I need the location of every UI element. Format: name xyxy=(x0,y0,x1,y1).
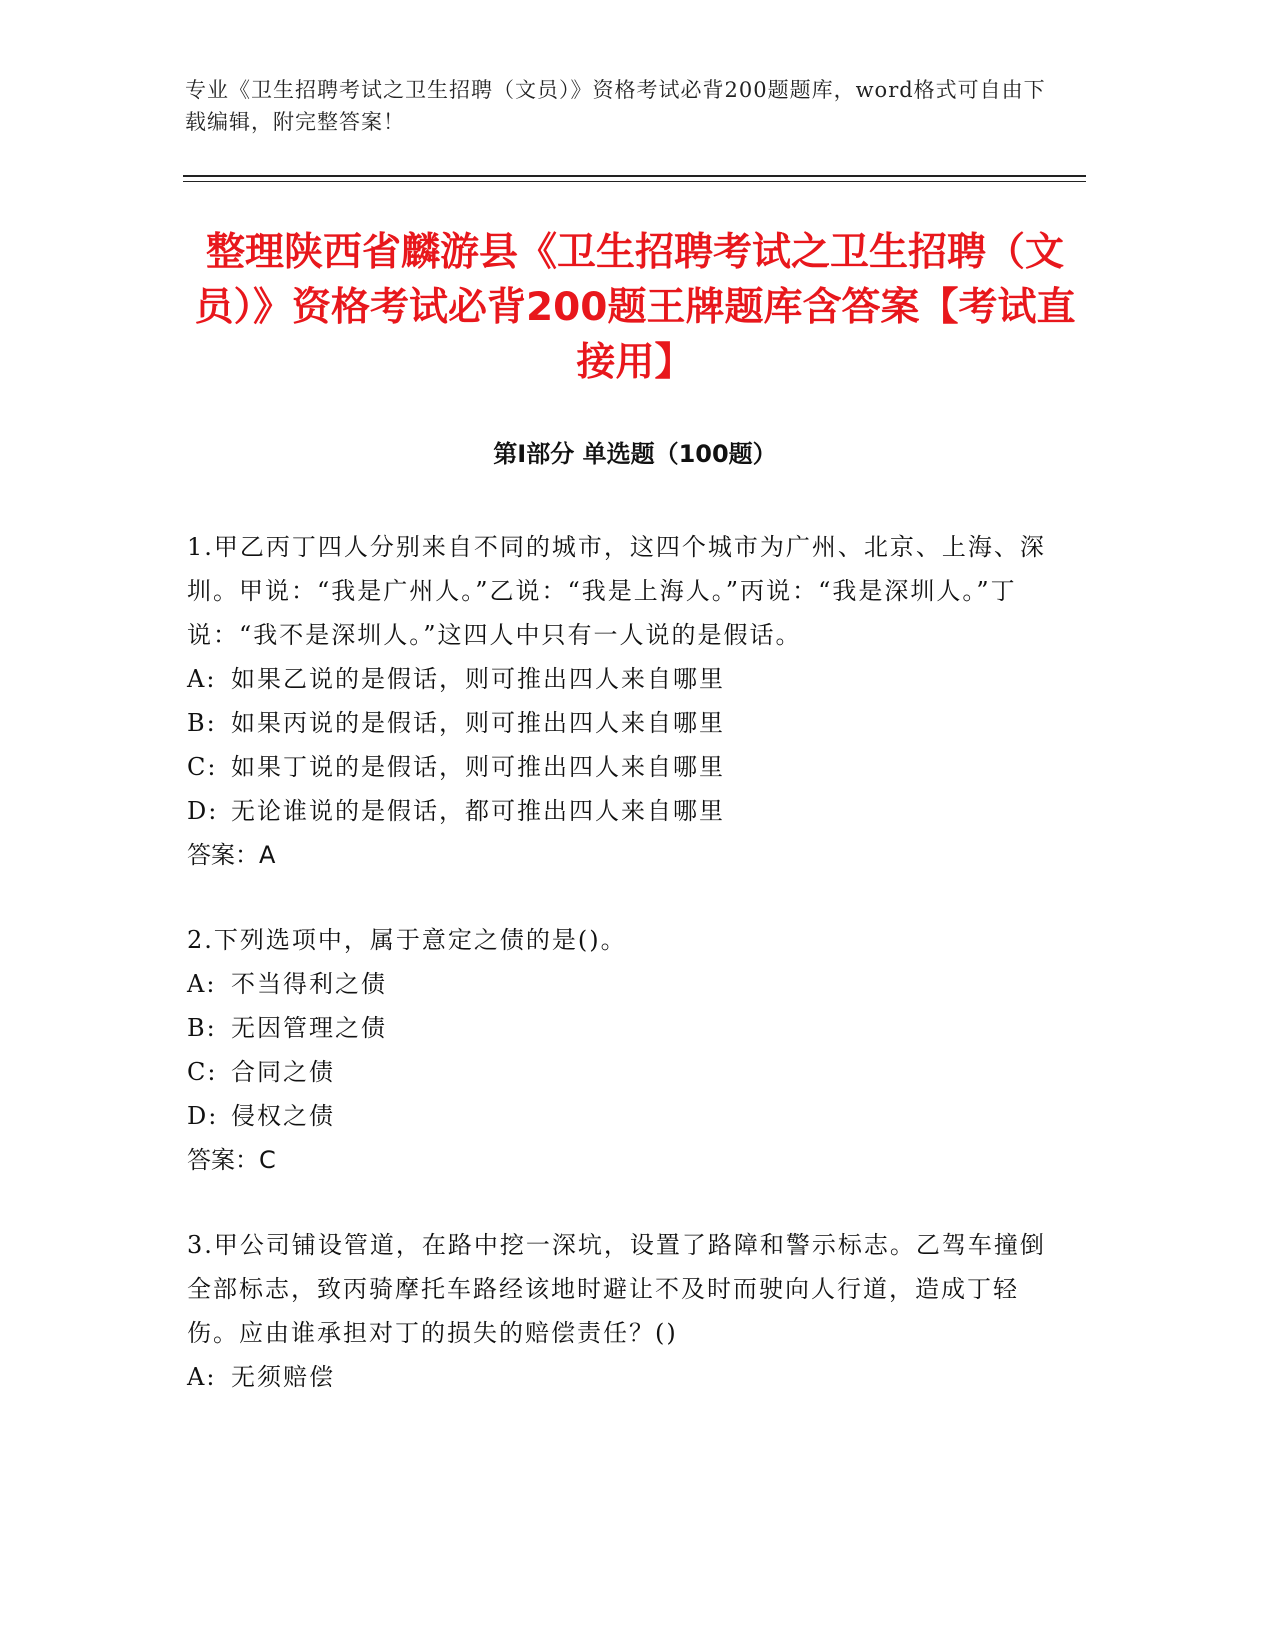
option-letter: B: xyxy=(187,709,217,737)
answer-line: 答案：A xyxy=(187,841,276,869)
question-text: 2.下列选项中，属于意定之债的是()。 xyxy=(187,926,627,954)
option-text: 如果丁说的是假话，则可推出四人来自哪里 xyxy=(231,753,725,781)
option-text: 无须赔偿 xyxy=(231,1363,335,1391)
option-b xyxy=(187,701,1067,745)
question-text: 3.甲公司铺设管道，在路中挖一深坑，设置了路障和警示标志。乙驾车撞倒全部标志，致丙骑摩托车路经该地时避让不及时而驶向人行道，造成丁轻伤。应由谁承担对丁的损失的赔偿责任？() xyxy=(187,1231,1046,1347)
question-text: 1.甲乙丙丁四人分别来自不同的城市，这四个城市为广州、北京、上海、深圳。甲说：“我是广州人。”乙说：“我是上海人。”丙说：“我是深圳人。”丁说：“我不是深圳人。”这四人中只有一人说的是假话。 xyxy=(187,533,1046,649)
option-c xyxy=(187,745,1067,789)
answer-line: 答案：C xyxy=(187,1146,276,1174)
option-text: 如果丙说的是假话，则可推出四人来自哪里 xyxy=(231,709,725,737)
question-list xyxy=(187,525,1067,1440)
section-title: 第Ⅰ部分 单选题（100题） xyxy=(493,440,777,468)
option-text: 不当得利之债 xyxy=(231,970,387,998)
option-text: 如果乙说的是假话，则可推出四人来自哪里 xyxy=(231,665,725,693)
option-text: 无因管理之债 xyxy=(231,1014,387,1042)
option-letter: A: xyxy=(187,1363,217,1391)
header-rule-thick xyxy=(183,175,1086,177)
option-c xyxy=(187,1050,1067,1094)
option-letter: A: xyxy=(187,665,217,693)
question-3 xyxy=(187,1223,1067,1399)
option-d xyxy=(187,789,1067,833)
option-letter: C: xyxy=(187,1058,218,1086)
document-title: 整理陕西省麟游县《卫生招聘考试之卫生招聘（文员）》资格考试必背200题王牌题库含答案【考试直接用】 xyxy=(194,230,1076,385)
header-rule-thin xyxy=(183,181,1086,182)
option-letter: D: xyxy=(187,1102,219,1130)
option-a xyxy=(187,1355,1067,1399)
option-letter: D: xyxy=(187,797,219,825)
option-letter: A: xyxy=(187,970,217,998)
option-text: 合同之债 xyxy=(231,1058,335,1086)
option-letter: B: xyxy=(187,1014,217,1042)
option-b xyxy=(187,1006,1067,1050)
header-note: 专业《卫生招聘考试之卫生招聘（文员）》资格考试必背200题题库，word格式可自由下载编辑，附完整答案！ xyxy=(185,78,1046,134)
option-a xyxy=(187,657,1067,701)
option-d xyxy=(187,1094,1067,1138)
option-text: 侵权之债 xyxy=(231,1102,335,1130)
option-text: 无论谁说的是假话，都可推出四人来自哪里 xyxy=(231,797,725,825)
question-2 xyxy=(187,918,1067,1182)
question-1 xyxy=(187,525,1067,877)
option-a xyxy=(187,962,1067,1006)
option-letter: C: xyxy=(187,753,218,781)
